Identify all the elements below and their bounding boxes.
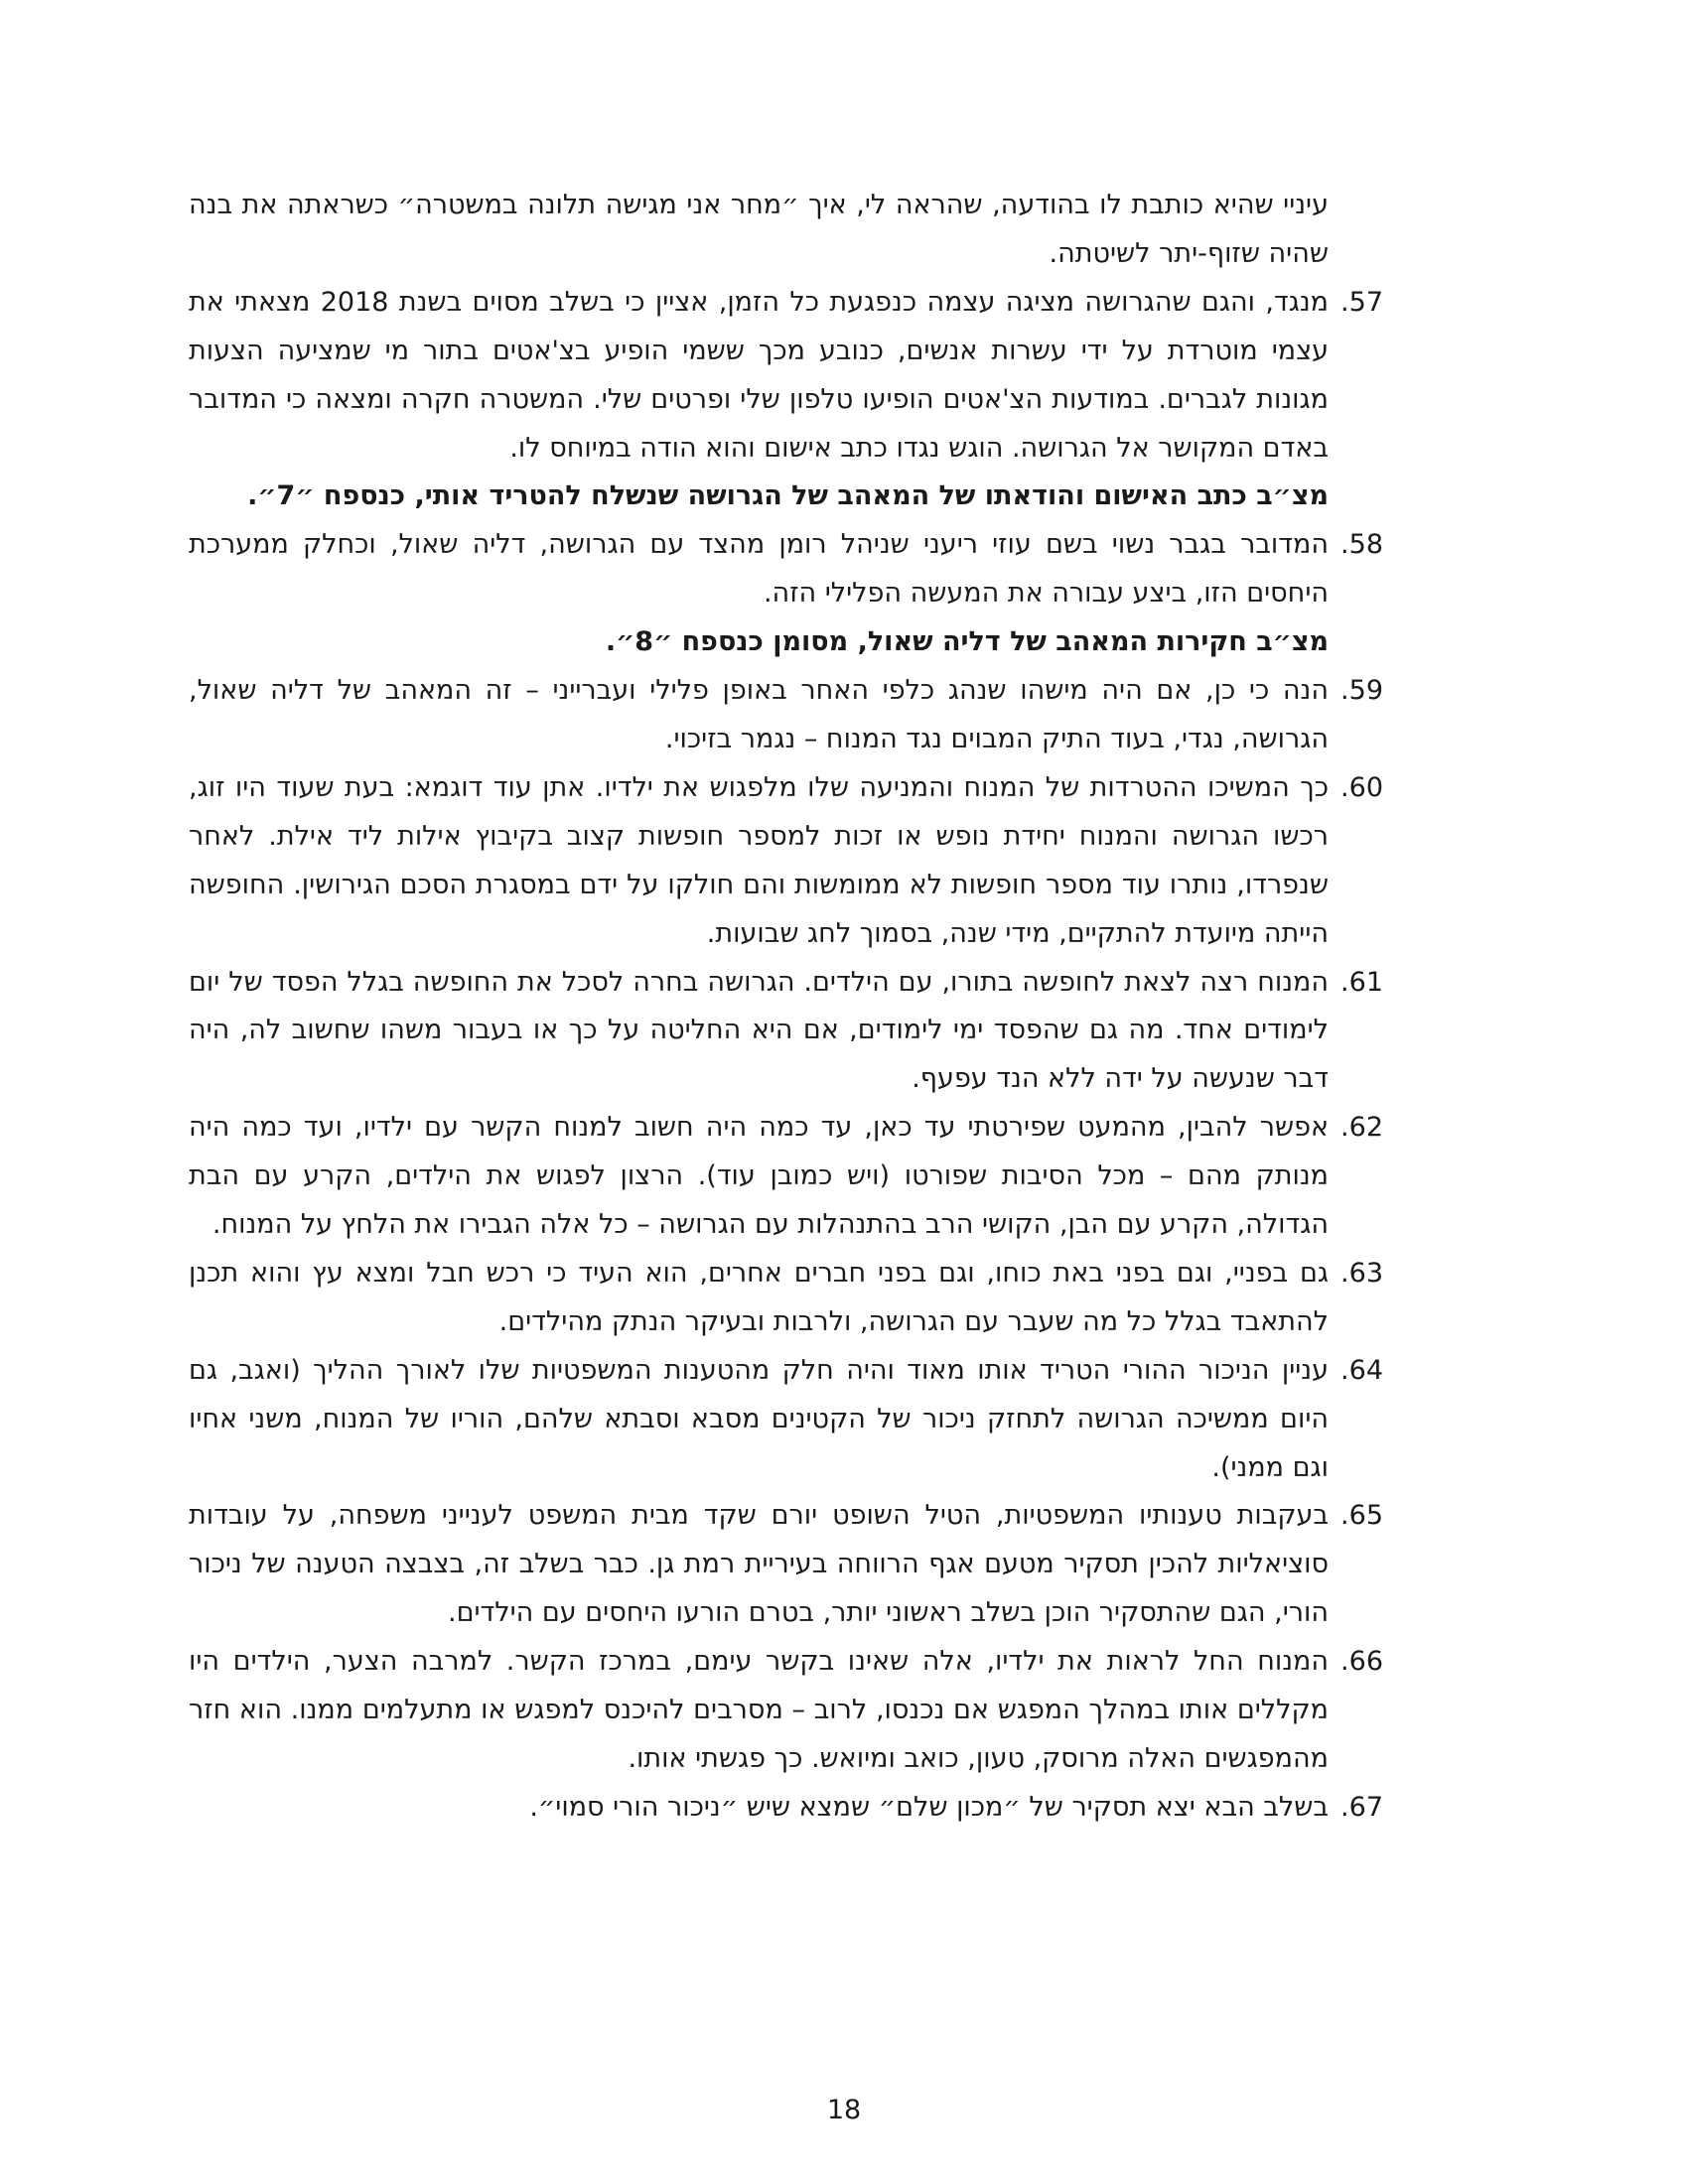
paragraph-61 (189, 959, 1383, 1105)
paragraph-58 (189, 521, 1383, 618)
paragraph-number: 57. (1340, 286, 1383, 318)
page-number: 18 (826, 2095, 862, 2125)
paragraph-60 (189, 764, 1383, 959)
paragraph-65 (189, 1492, 1383, 1638)
annex-note (189, 473, 1329, 521)
paragraph-67 (189, 1784, 1383, 1833)
paragraph-number: 67. (1340, 1791, 1383, 1823)
paragraph-number: 58. (1340, 529, 1383, 561)
paragraph-text: המנוח רצה לצאת לחופשה בתורו, עם הילדים. הגרושה בחרה לסכל את החופשה בגלל הפסד של יום לימודים אחד. מה גם שהפסד ימי לימודים, אם היא החליטה על כך או בעבור משהו שחשוב לה, היה דבר שנעשה על ידה ללא הנד עפעף. (189, 966, 1329, 1095)
paragraph-text: מצ״ב חקירות המאהב של דליה שאול, מסומן כנספח ״8״. (605, 626, 1329, 658)
paragraph-text: המנוח החל לראות את ילדיו, אלה שאינו בקשר עימם, במרכז הקשר. למרבה הצער, הילדים היו מקללים אותו במהלך המפגש אם נכנסו, לרוב – מסרבים להיכנס למפגש או מתעלמים ממנו. הוא חזר מהמפגשים האלה מרוסק, טעון, כואב ומיואש. כך פגשתי אותו. (189, 1646, 1329, 1774)
paragraph-number: 62. (1340, 1112, 1383, 1144)
annex-note (189, 618, 1329, 667)
document-body (189, 182, 1383, 1833)
paragraph-63 (189, 1250, 1383, 1347)
paragraph-57 (189, 279, 1383, 474)
paragraph-66 (189, 1638, 1383, 1784)
paragraph-62 (189, 1104, 1383, 1250)
paragraph-text: גם בפניי, וגם בפני באת כוחו, וגם בפני חברים אחרים, הוא העיד כי רכש חבל ומצא עץ והוא תכנן להתאבד בגלל כל מה שעבר עם הגרושה, ולרבות ובעיקר הנתק מהילדים. (189, 1257, 1329, 1337)
paragraph-number: 61. (1340, 966, 1383, 998)
paragraph-text: בשלב הבא יצא תסקיר של ״מכון שלם״ שמצא שיש ״ניכור הורי סמוי״. (529, 1791, 1329, 1823)
paragraph-64 (189, 1347, 1383, 1493)
paragraph-number: 66. (1340, 1646, 1383, 1678)
continuation-paragraph (189, 182, 1329, 279)
paragraph-number: 60. (1340, 771, 1383, 803)
paragraph-text: עניין הניכור ההורי הטריד אותו מאוד והיה חלק מהטענות המשפטיות שלו לאורך ההליך (ואגב, גם היום ממשיכה הגרושה לתחזק ניכור של הקטינים מסבא וסבתא שלהם, הוריו של המנוח, משני אחיו וגם ממני). (189, 1354, 1329, 1483)
paragraph-text: הנה כי כן, אם היה מישהו שנהג כלפי האחר באופן פלילי ועברייני – זה המאהב של דליה שאול, הגרושה, נגדי, בעוד התיק המבוים נגד המנוח – נגמר בזיכוי. (189, 675, 1329, 754)
paragraph-number: 63. (1340, 1257, 1383, 1289)
paragraph-59 (189, 667, 1383, 764)
paragraph-text: אפשר להבין, מהמעט שפירטתי עד כאן, עד כמה היה חשוב למנוח הקשר עם ילדיו, ועד כמה היה מנותק מהם – מכל הסיבות שפורטו (ויש כמובן עוד). הרצון לפגוש את הילדים, הקרע עם הבת הגדולה, הקרע עם הבן, הקושי הרב בהתנהלות עם הגרושה – כל אלה הגבירו את הלחץ על המנוח. (189, 1112, 1329, 1241)
paragraph-text: מצ״ב כתב האישום והודאתו של המאהב של הגרושה שנשלח להטריד אותי, כנספח ״7״. (247, 480, 1329, 512)
paragraph-text: המדובר בגבר נשוי בשם עוזי ריעני שניהל רומן מהצד עם הגרושה, דליה שאול, וכחלק ממערכת היחסים הזו, ביצע עבורה את המעשה הפלילי הזה. (189, 529, 1329, 610)
paragraph-text: עיניי שהיא כותבת לו בהודעה, שהראה לי, איך ״מחר אני מגישה תלונה במשטרה״ כשראתה את בנה שהיה שזוף-יתר לשיטתה. (189, 190, 1329, 269)
paragraph-text: בעקבות טענותיו המשפטיות, הטיל השופט יורם שקד מבית המשפט לענייני משפחה, על עובדות סוציאליות להכין תסקיר מטעם אגף הרווחה בעיריית רמת גן. כבר בשלב זה, בצבצה הטענה של ניכור הורי, הגם שהתסקיר הוכן בשלב ראשוני יותר, בטרם הורעו היחסים עם הילדים. (189, 1500, 1329, 1629)
paragraph-text: כך המשיכו ההטרדות של המנוח והמניעה שלו מלפגוש את ילדיו. אתן עוד דוגמא: בעת שעוד היו זוג, רכשו הגרושה והמנוח יחידת נופש או זכות למספר חופשות קצוב בקיבוץ אילות ליד אילת. לאחר שנפרדו, נותרו עוד מספר חופשות לא ממומשות והם חולקו על ידם במסגרת הסכם הגירושין. החופשה הייתה מיועדת להתקיים, מידי שנה, בסמוך לחג שבועות. (189, 771, 1329, 949)
paragraph-text: מנגד, והגם שהגרושה מציגה עצמה כנפגעת כל הזמן, אציין כי בשלב מסוים בשנת 2018 מצאתי את עצמי מוטרדת על ידי עשרות אנשים, כנובע מכך ששמי הופיע בצ'אטים בתור מי שמציעה הצעות מגונות לגברים. במודעות הצ'אטים הופיעו טלפון שלי ופרטים שלי. המשטרה חקרה ומצאה כי המדובר באדם המקושר אל הגרושה. הוגש נגדו כתב אישום והוא הודה במיוחס לו. (189, 286, 1329, 464)
paragraph-number: 65. (1340, 1500, 1383, 1532)
paragraph-number: 64. (1340, 1354, 1383, 1386)
paragraph-number: 59. (1340, 675, 1383, 707)
